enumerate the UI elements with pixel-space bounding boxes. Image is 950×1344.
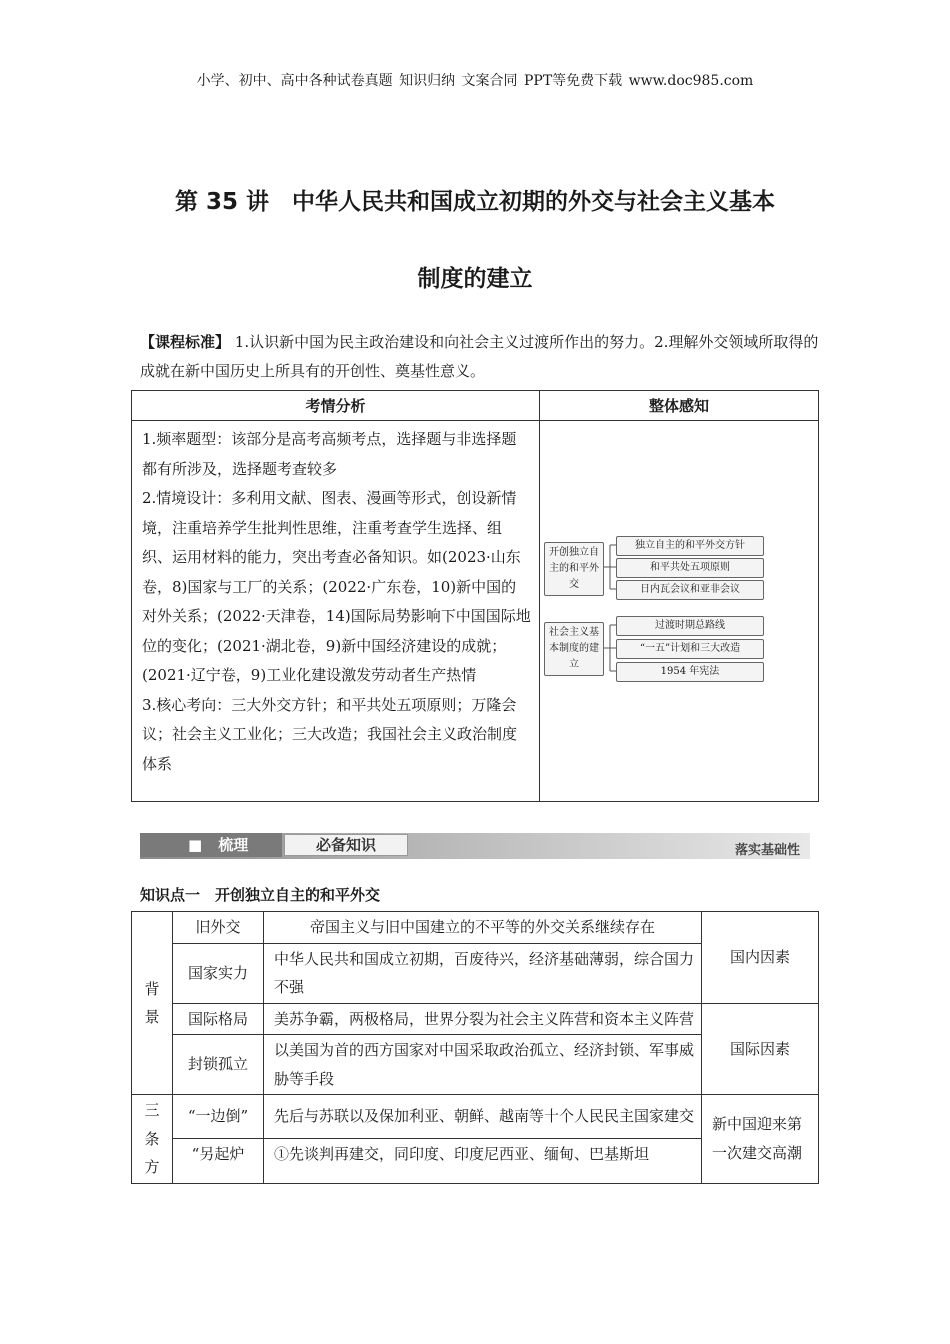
section-tab-sort-label: 梳理 xyxy=(218,836,249,854)
page-title-line1: 第 35 讲 中华人民共和国成立初期的外交与社会主义基本 xyxy=(174,189,776,215)
square-icon: ■ xyxy=(188,836,203,854)
mindmap-group2-label: 社会主义基本制度的建立 xyxy=(544,622,604,676)
analysis-cell xyxy=(132,421,540,802)
international-factor: 国际因素 xyxy=(702,1003,819,1095)
domestic-factor: 国内因素 xyxy=(702,912,819,1004)
page-header: 小学、初中、高中各种试卷真题 知识归纳 文案合同 PPT等免费下载 www.doc985.com xyxy=(196,73,754,89)
mindmap-item-1: 独立自主的和平外交方针 xyxy=(616,536,764,556)
mindmap-cell xyxy=(540,421,819,802)
mindmap-item-4: 过渡时期总路线 xyxy=(616,616,764,636)
row-old-label: 旧外交 xyxy=(173,912,264,944)
establishment-wave: 新中国迎来第一次建交高潮 xyxy=(702,1095,819,1184)
section-bar-right-label: 落实基础性 xyxy=(734,843,800,858)
analysis-item-2: 2.情境设计：多利用文献、图表、漫画等形式，创设新情境，注重培养学生批判性思维，注重考查学生选择、组织、运用材料的能力，突出考查必备知识。如(2023·山东卷，8)国家与工厂的关系；(2022·广东卷，10)新中国的对外关系；(2022·天津卷，14)国际局势影响下中国国际地位的变化；(2021·湖北卷，9)新中国经济建设的成就；(2021·辽宁卷，9)工业化建设激发劳动者生产热情 xyxy=(142,489,531,684)
mindmap-item-6: 1954 年宪法 xyxy=(616,662,764,682)
row-block-content: 以美国为首的西方国家对中国采取政治孤立、经济封锁、军事威胁等手段 xyxy=(264,1035,702,1095)
knowledge-point-title: 知识点一 开创独立自主的和平外交 xyxy=(140,886,381,904)
row-old-content: 帝国主义与旧中国建立的不平等的外交关系继续存在 xyxy=(264,912,702,944)
analysis-item-3: 3.核心考向：三大外交方针；和平共处五项原则；万隆会议；社会主义工业化；三大改造；我国社会主义政治制度体系 xyxy=(142,695,518,773)
page-title-line2: 制度的建立 xyxy=(417,266,533,292)
course-standard xyxy=(140,328,820,386)
row-block-label: 封锁孤立 xyxy=(173,1035,264,1095)
row-lean-content: 先后与苏联以及保加利亚、朝鲜、越南等十个人民民主国家建交 xyxy=(264,1095,702,1139)
section-tab-knowledge: 必备知识 xyxy=(284,834,408,856)
section-tab-sort xyxy=(140,833,282,857)
row-intl-content: 美苏争霸，两极格局，世界分裂为社会主义阵营和资本主义阵营 xyxy=(264,1003,702,1035)
row-lean-label: “一边倒” xyxy=(173,1095,264,1139)
knowledge-table xyxy=(131,911,819,1184)
row-strength-label: 国家实力 xyxy=(173,943,264,1003)
row-stove-label: “另起炉 xyxy=(173,1139,264,1183)
mindmap-item-3: 日内瓦会议和亚非会议 xyxy=(616,580,764,600)
row-stove-content: ①先谈判再建交，同印度、印度尼西亚、缅甸、巴基斯坦 xyxy=(264,1139,702,1183)
analysis-item-1: 1.频率题型：该部分是高考高频考点，选择题与非选择题都有所涉及，选择题考查较多 xyxy=(142,430,517,478)
course-standard-text: 1.认识新中国为民主政治建设和向社会主义过渡所作出的努力。2.理解外交领域所取得的成就在新中国历史上所具有的开创性、奠基性意义。 xyxy=(140,333,819,380)
header-analysis: 考情分析 xyxy=(132,391,540,421)
header-overview: 整体感知 xyxy=(540,391,819,421)
course-standard-label: 【课程标准】 xyxy=(140,333,231,351)
row-strength-content: 中华人民共和国成立初期，百废待兴，经济基础薄弱，综合国力不强 xyxy=(264,943,702,1003)
row-intl-label: 国际格局 xyxy=(173,1003,264,1035)
mindmap-item-5: “一五”计划和三大改造 xyxy=(616,639,764,659)
section-bar xyxy=(140,833,810,859)
group-background: 背景 xyxy=(132,912,173,1095)
mindmap xyxy=(544,536,814,686)
mindmap-group1-label: 开创独立自主的和平外交 xyxy=(544,542,604,596)
mindmap-item-2: 和平共处五项原则 xyxy=(616,558,764,578)
group-three-policies: 三条方 xyxy=(132,1095,173,1184)
exam-analysis-table xyxy=(131,390,819,802)
